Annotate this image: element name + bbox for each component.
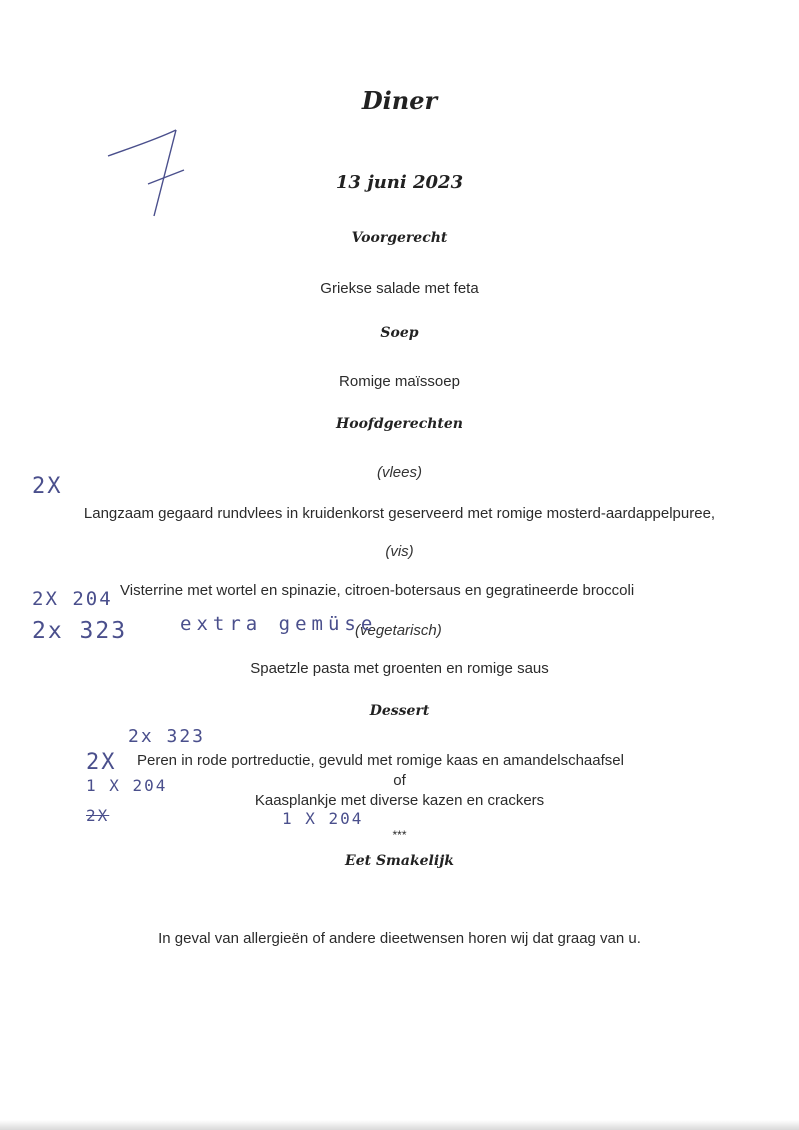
annotation-kaas-204: 1 X 204	[282, 809, 364, 828]
section-heading-hoofdgerechten: Hoofdgerechten	[336, 416, 463, 432]
annotation-vis-order: 2X 204	[32, 588, 113, 610]
annotation-dessert-323: 2x 323	[128, 726, 206, 747]
category-vis: (vis)	[385, 543, 414, 560]
allergy-note: In geval van allergieën of andere dieetwensen horen wij dat graag van u.	[158, 930, 641, 947]
annotation-vlees-count: 2X	[32, 474, 63, 499]
annotation-vega-order: 2x 323	[32, 618, 128, 644]
section-heading-voorgerecht: Voorgerecht	[351, 230, 448, 246]
table-number-handwritten	[100, 122, 190, 222]
category-vegetarisch: (vegetarisch)	[355, 622, 442, 639]
menu-title: Diner	[361, 86, 438, 115]
dessert-or: of	[393, 772, 406, 789]
section-heading-soep: Soep	[380, 325, 419, 341]
section-heading-dessert: Dessert	[369, 703, 430, 719]
dessert-item-1: Peren in rode portreductie, gevuld met romige kaas en amandelschaafsel	[137, 752, 624, 769]
closing-text: Eet Smakelijk	[345, 853, 454, 869]
dessert-item-2: Kaasplankje met diverse kazen en crackers	[254, 792, 545, 809]
vis-item: Visterrine met wortel en spinazie, citroen-botersaus en gegratineerde broccoli	[120, 582, 635, 599]
category-vlees: (vlees)	[376, 464, 422, 481]
annotation-vega-note: extra gemüse	[180, 613, 378, 635]
menu-date: 13 juni 2023	[335, 172, 464, 193]
separator: ***	[392, 828, 407, 842]
vegetarisch-item: Spaetzle pasta met groenten en romige saus	[250, 660, 549, 677]
annotation-crossed: 2X	[86, 806, 110, 825]
voorgerecht-item: Griekse salade met feta	[320, 280, 479, 297]
annotation-dessert-count: 2X	[86, 750, 117, 775]
scan-edge	[0, 1120, 799, 1130]
vlees-item: Langzaam gegaard rundvlees in kruidenkorst geserveerd met romige mosterd-aardappelpuree,	[83, 505, 716, 522]
annotation-dessert-204: 1 X 204	[86, 776, 168, 795]
soep-item: Romige maïssoep	[339, 373, 460, 390]
